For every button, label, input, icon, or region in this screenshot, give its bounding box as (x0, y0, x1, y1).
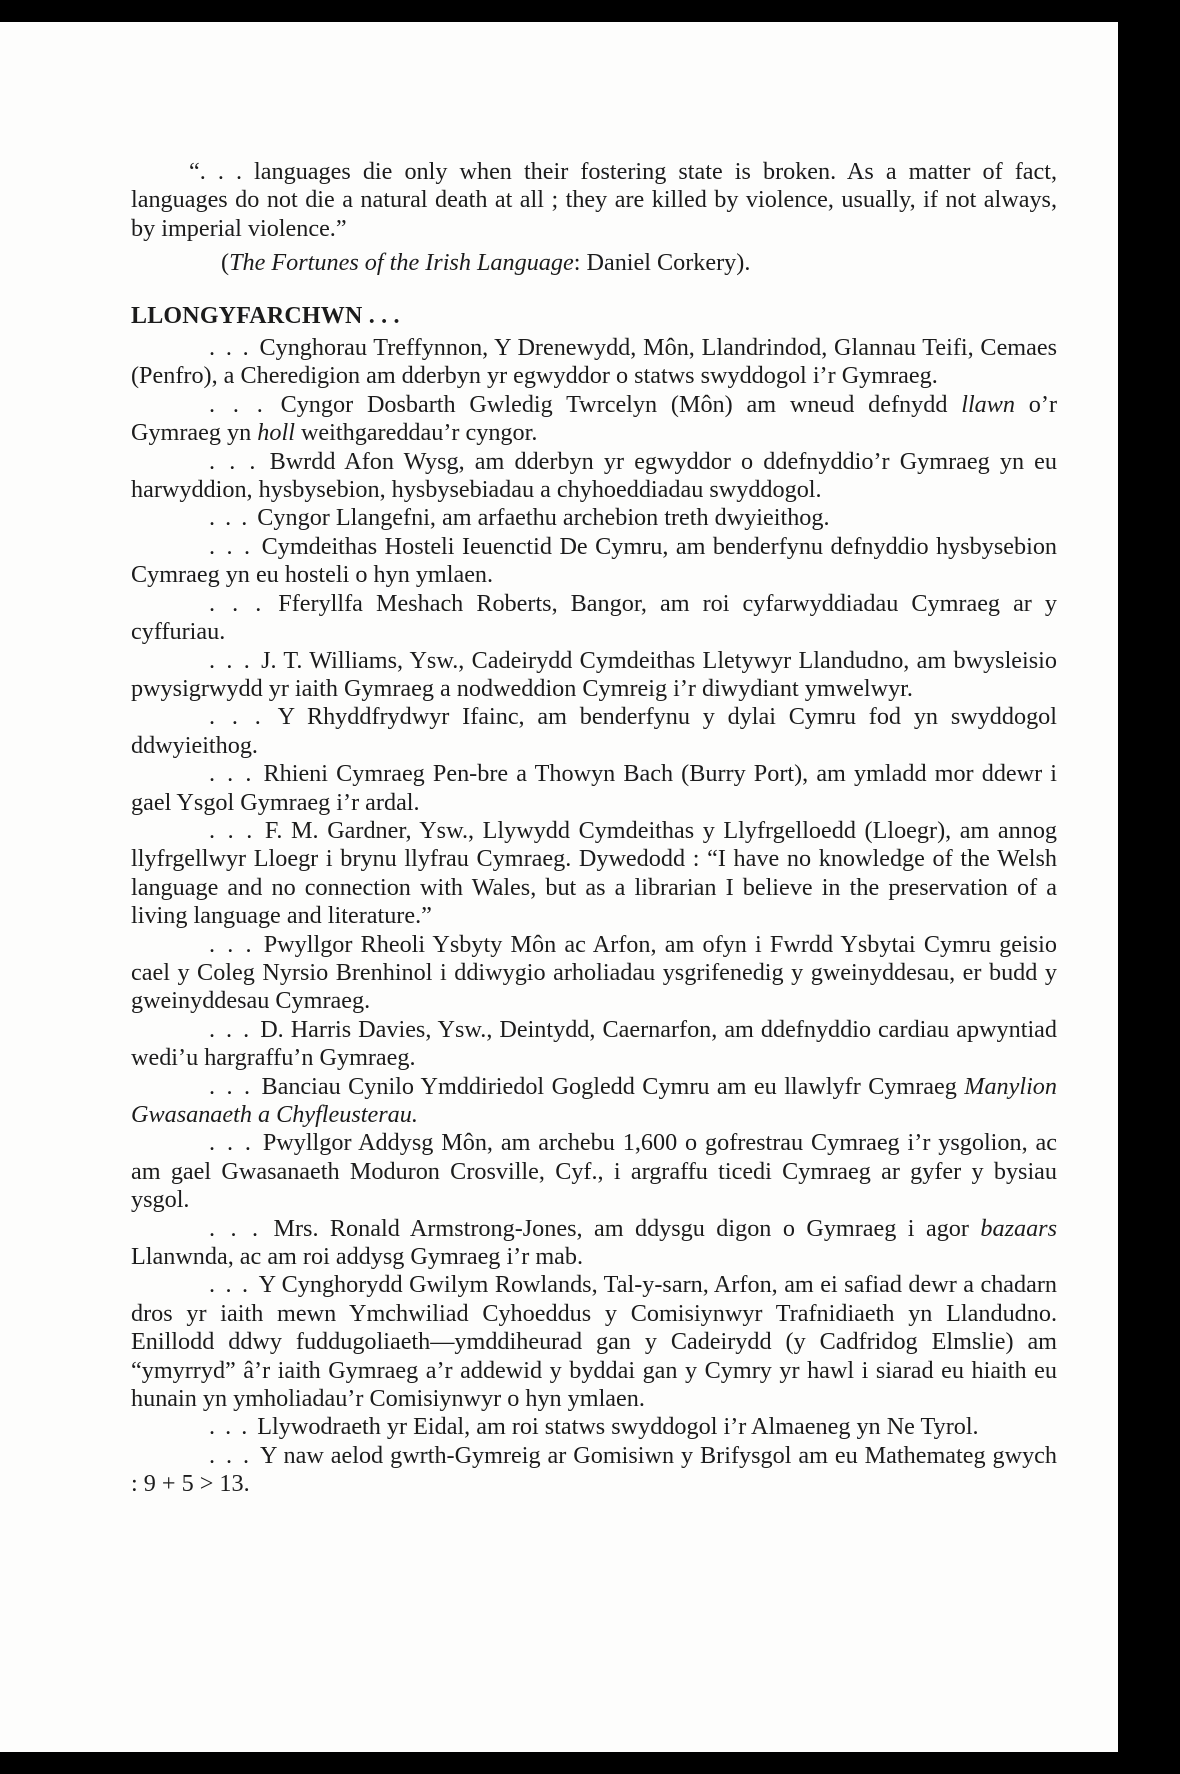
leader-dots: . . . (209, 1441, 260, 1469)
source-author: : Daniel Corkery). (573, 249, 751, 277)
entry-text: Banciau Cynilo Ymddiriedol Gogledd Cymru am eu llawlyfr Cymraeg (261, 1072, 965, 1100)
list-item (131, 391, 1057, 448)
italic-text: bazaars (980, 1214, 1058, 1242)
congratulations-list (131, 334, 1057, 1499)
quote-attribution: (The Fortunes of the Irish Language: Daniel Corkery). (221, 249, 751, 277)
leader-dots: . . . (209, 334, 260, 362)
leader-dots: . . . (209, 1015, 261, 1043)
list-item (131, 1129, 1057, 1214)
entry-text: Cymdeithas Hosteli Ieuenctid De Cymru, am benderfynu defnyddio hysbysebion Cymraeg yn eu hosteli o hyn ymlaen. (131, 532, 1058, 589)
entry-text: Pwyllgor Rheoli Ysbyty Môn ac Arfon, am ofyn i Fwrdd Ysbytai Cymru geisio cael y Coleg Nyrsio Brenhinol i ddiwygio arholiadau ysgrifenedig y gweinyddesau, er budd y gweinyddesau Cymraeg. (131, 930, 1057, 1015)
list-item (131, 1413, 1057, 1441)
leader-dots: . . . (209, 447, 270, 475)
leader-dots: . . . (209, 930, 264, 958)
entry-text: Y Rhyddfrydwyr Ifainc, am benderfynu y dylai Cymru fod yn swyddogol ddwyieithog. (131, 703, 1057, 759)
leader-dots: . . . (209, 390, 281, 418)
entry-text: D. Harris Davies, Ysw., Deintydd, Caernarfon, am ddefnyddio cardiau apwyntiad wedi’u hargraffu’n Gymraeg. (131, 1015, 1057, 1072)
list-item (131, 1442, 1057, 1499)
list-item (131, 504, 1057, 532)
source-title: The Fortunes of the Irish Language (229, 249, 574, 277)
page-text (131, 158, 1057, 1499)
entry-text: F. M. Gardner, Ysw., Llywydd Cymdeithas y Llyfrgelloedd (Lloegr), am annog llyfrgellwyr Lloegr i brynu llyfrau Cymraeg. Dywedodd : “I have no knowledge of the Welsh language and no connection with Wales, but as a librarian I believe in the preservation of a living language and literature.” (131, 816, 1058, 930)
document-page (0, 22, 1118, 1752)
entry-text: J. T. Williams, Ysw., Cadeirydd Cymdeithas Lletywyr Llandudno, am bwysleisio pwysigrwydd yr iaith Gymraeg a nodweddion Cymreig i’r diwydiant ymwelwyr. (131, 646, 1057, 702)
entry-text: Rhieni Cymraeg Pen-bre a Thowyn Bach (Burry Port), am ymladd mor ddewr i gael Ysgol Gymraeg i’r ardal. (131, 760, 1058, 816)
opening-quote: “. . . languages die only when their fostering state is broken. As a matter of fact, languages do not die a natural death at all ; they are killed by violence, usually, if not always, by imperial violence.” (131, 158, 1057, 242)
section-heading: LLONGYFARCHWN . . . (131, 302, 400, 329)
italic-text: llawn (961, 390, 1015, 418)
entry-text: weithgareddau’r cyngor. (294, 419, 538, 447)
italic-text: Manylion Gwasanaeth a Chyfleusterau. (131, 1072, 1057, 1128)
entry-text: Pwyllgor Addysg Môn, am archebu 1,600 o gofrestrau Cymraeg i’r ysgolion, ac am gael Gwasanaeth Moduron Crosville, Cyf., i argraffu ticedi Cymraeg ar gyfer y bysiau ysgol. (131, 1129, 1058, 1214)
list-item (131, 448, 1057, 505)
italic-text: holl (257, 419, 295, 447)
leader-dots: . . . (209, 1271, 259, 1299)
list-item (131, 1271, 1057, 1413)
list-item (131, 533, 1057, 590)
list-item (131, 1215, 1057, 1272)
entry-text: Llanwnda, ac am roi addysg Gymraeg i’r mab. (131, 1243, 584, 1271)
leader-dots: . . . (209, 703, 278, 731)
list-item (131, 931, 1057, 1016)
list-item (131, 647, 1057, 704)
list-item (131, 817, 1057, 931)
entry-text: Bwrdd Afon Wysg, am dderbyn yr egwyddor o ddefnyddio’r Gymraeg yn eu harwyddion, hysbysebion, hysbysebiadau a chyhoeddiadau swyddogol. (131, 447, 1058, 504)
entry-text: Cynghorau Treffynnon, Y Drenewydd, Môn, Llandrindod, Glannau Teifi, Cemaes (Penfro), a Cheredigion am dderbyn yr egwyddor o statws swyddogol i’r Gymraeg. (131, 334, 1058, 390)
leader-dots: . . . (209, 760, 264, 788)
entry-text: Cyngor Llangefni, am arfaethu archebion treth dwyieithog. (257, 504, 830, 532)
entry-text: Mrs. Ronald Armstrong-Jones, am ddysgu digon o Gymraeg i agor (273, 1214, 981, 1242)
list-item (131, 1016, 1057, 1073)
leader-dots: . . . (209, 1072, 262, 1100)
leader-dots: . . . (209, 532, 262, 560)
list-item (131, 703, 1057, 760)
entry-text: Y naw aelod gwrth-Gymreig ar Gomisiwn y Brifysgol am eu Mathemateg gwych : 9 + 5 > 13. (131, 1441, 1057, 1498)
list-item (131, 760, 1057, 817)
entry-text: Llywodraeth yr Eidal, am roi statws swyddogol i’r Almaeneg yn Ne Tyrol. (257, 1413, 979, 1441)
entry-text: o’r Gymraeg yn (131, 390, 1058, 447)
list-item (131, 1073, 1057, 1130)
leader-dots: . . . (209, 646, 262, 674)
leader-dots: . . . (209, 504, 258, 532)
leader-dots: . . . (209, 816, 265, 844)
leader-dots: . . . (209, 1214, 274, 1242)
entry-text: Fferyllfa Meshach Roberts, Bangor, am roi cyfarwyddiadau Cymraeg ar y cyffuriau. (131, 589, 1058, 646)
entry-text: Cyngor Dosbarth Gwledig Twrcelyn (Môn) am wneud defnydd (280, 390, 962, 418)
entry-text: Y Cynghorydd Gwilym Rowlands, Tal-y-sarn, Arfon, am ei safiad dewr a chadarn dros yr iaith mewn Ymchwiliad Cyhoeddus y Comisiynwyr Trafnidiaeth yn Llandudno. Enillodd ddwy fuddugoliaeth—ymddiheurad gan y Cadeirydd (y Cadfridog Elmslie) am “ymyrryd” â’r iaith Gymraeg a’r addewid y byddai gan y Cymry yr hawl i siarad eu hiaith eu hunain yn ymholiadau’r Comisiynwyr o hyn ymlaen. (131, 1271, 1057, 1413)
list-item (131, 590, 1057, 647)
leader-dots: . . . (209, 589, 279, 617)
leader-dots: . . . (209, 1413, 258, 1441)
leader-dots: . . . (209, 1129, 263, 1157)
list-item (131, 334, 1057, 391)
